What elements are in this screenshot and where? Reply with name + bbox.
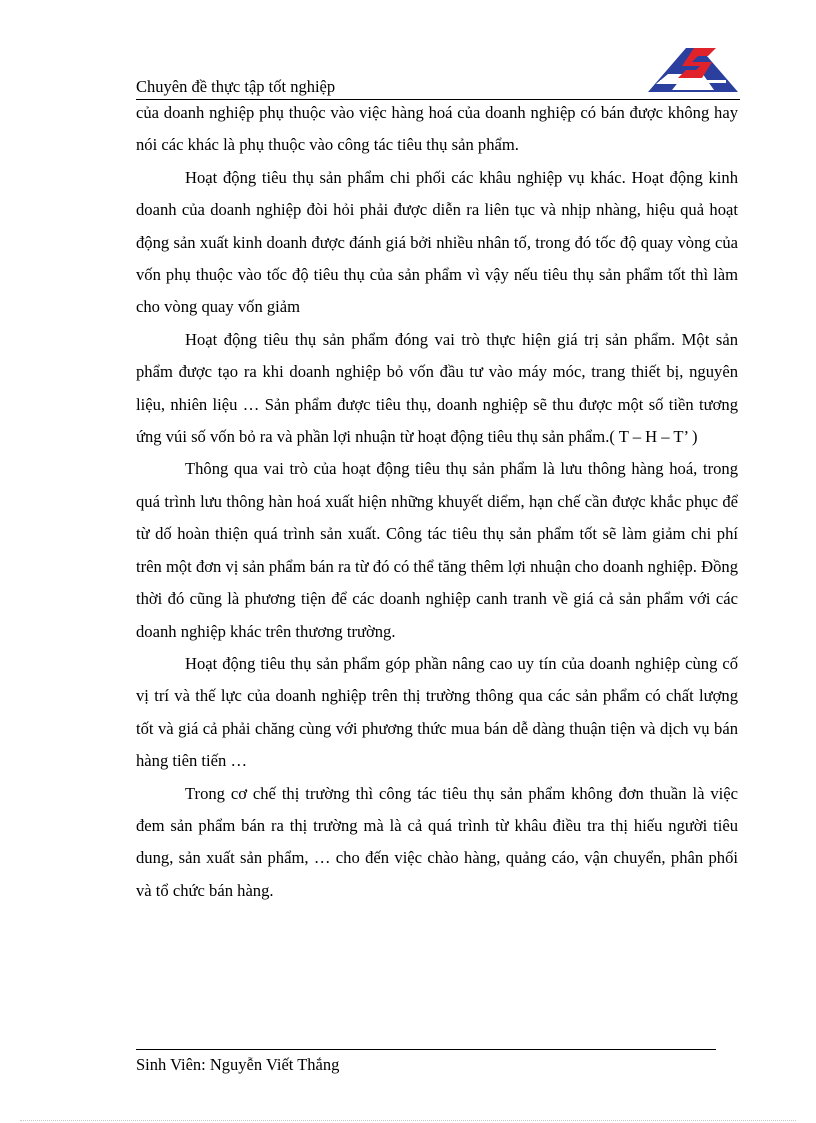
document-body [136, 97, 738, 907]
footer-divider [136, 1049, 716, 1050]
body-paragraph: Thông qua vai trò của hoạt động tiêu thụ sản phẩm là lưu thông hàng hoá, trong quá trình lưu thông hàn hoá xuất hiện những khuyết diểm, hạn chế cần được khắc phục để từ dố hoàn thiện quá trình sản xuất. Công tác tiêu thụ sản phẩm tốt sẽ làm giảm chi phí trên một đơn vị sản phẩm bán ra từ đó có thể tăng thêm lợi nhuận cho doanh nghiệp. Đồng thời đó cũng là phương tiện để các doanh nghiệp canh tranh về giá cả sản phẩm với các doanh nghiệp khác trên thương trường. [136, 459, 738, 641]
company-logo-icon [648, 44, 738, 92]
body-paragraph: của doanh nghiệp phụ thuộc vào việc hàng hoá của doanh nghiệp có bán được không hay nói các khác là phụ thuộc vào công tác tiêu thụ sản phẩm. [136, 103, 738, 155]
body-paragraph: Hoạt động tiêu thụ sản phẩm góp phần nâng cao uy tín của doanh nghiệp cùng cố vị trí và thế lực của doanh nghiệp trên thị trường thông qua các sản phẩm có chất lượng tốt và giá cả phải chăng cùng với phương thức mua bán dễ dàng thuận tiện và dịch vụ bán hàng tiên tiến … [136, 653, 738, 771]
body-paragraph: Trong cơ chế thị trường thì công tác tiêu thụ sản phẩm không đơn thuần là việc đem sản phẩm bán ra thị trường mà là cả quá trình từ khâu điều tra thị hiếu người tiêu dung, sản xuất sản phẩm, … cho đến việc chào hàng, quảng cáo, vận chuyển, phân phối và tổ chức bán hàng. [136, 783, 738, 900]
page-boundary [20, 1120, 796, 1121]
body-paragraph: Hoạt động tiêu thụ sản phẩm đóng vai trò thực hiện giá trị sản phẩm. Một sản phẩm được tạo ra khi doanh nghiệp bỏ vốn đầu tư vào máy móc, trang thiết bị, nguyên liệu, nhiên liệu … Sản phẩm được tiêu thụ, doanh nghiệp sẽ thu được một số tiền tương ứng vúi số vốn bỏ ra và phần lợi nhuận từ hoạt động tiêu thụ sản phẩm.( T – H – T’ ) [136, 329, 738, 447]
body-paragraph: Hoạt động tiêu thụ sản phẩm chi phối các khâu nghiệp vụ khác. Hoạt động kinh doanh của doanh nghiệp đòi hỏi phải được diễn ra liên tục và nhịp nhàng, hiệu quả hoạt động sản xuất kinh doanh được đánh giá bởi nhiều nhân tố, trong đó tốc độ quay vòng của vốn phụ thuộc vào tốc độ tiêu thụ của sản phẩm vì vậy nếu tiêu thụ sản phẩm tốt thì làm cho vòng quay vốn giảm [136, 167, 738, 317]
page-header-title: Chuyên đề thực tập tốt nghiệp [136, 77, 336, 96]
footer-author: Sinh Viên: Nguyễn Viết Thắng [136, 1055, 340, 1074]
